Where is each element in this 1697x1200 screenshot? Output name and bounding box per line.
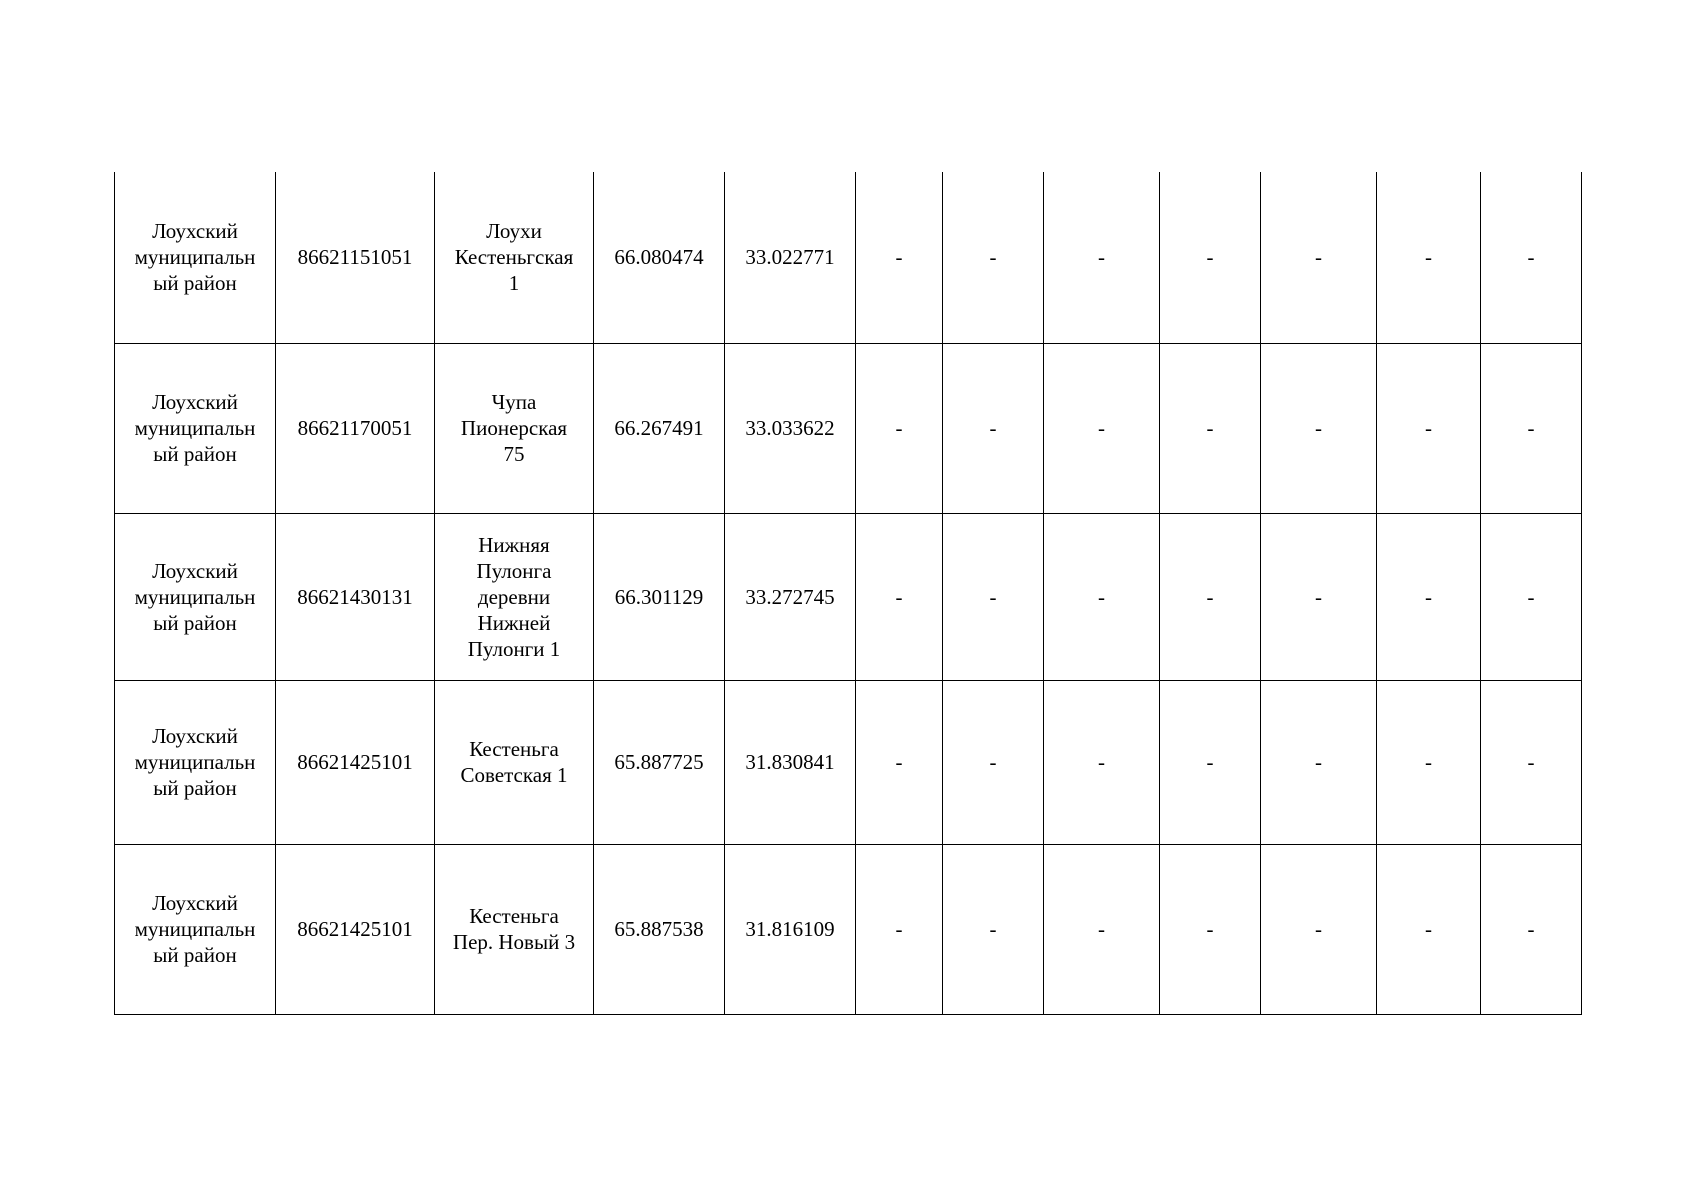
table-row [115,172,1582,343]
longitude-cell: 33.272745 [725,513,856,680]
address-cell: Кестеньга Советская 1 [435,680,594,844]
value-cell: - [1261,844,1377,1014]
table-row [115,343,1582,513]
table-row [115,513,1582,680]
table-fragment [114,172,1581,1015]
value-cell: - [943,513,1044,680]
table-row [115,844,1582,1014]
value-cell: - [1044,513,1160,680]
value-cell: - [1261,513,1377,680]
value-cell: - [1481,844,1582,1014]
value-cell: - [856,172,943,343]
value-cell: - [1261,172,1377,343]
address-cell: Лоухи Кестеньгская 1 [435,172,594,343]
value-cell: - [943,172,1044,343]
value-cell: - [1261,680,1377,844]
longitude-cell: 31.830841 [725,680,856,844]
latitude-cell: 65.887725 [594,680,725,844]
value-cell: - [1377,513,1481,680]
longitude-cell: 33.033622 [725,343,856,513]
value-cell: - [943,343,1044,513]
district-cell: Лоухский муниципальн ый район [115,680,276,844]
value-cell: - [1044,844,1160,1014]
value-cell: - [1377,343,1481,513]
oktmo-code-cell: 86621425101 [276,680,435,844]
value-cell: - [1481,513,1582,680]
oktmo-code-cell: 86621151051 [276,172,435,343]
latitude-cell: 66.080474 [594,172,725,343]
district-cell: Лоухский муниципальн ый район [115,343,276,513]
value-cell: - [856,513,943,680]
table-row [115,680,1582,844]
latitude-cell: 65.887538 [594,844,725,1014]
latitude-cell: 66.301129 [594,513,725,680]
address-cell: Чупа Пионерская 75 [435,343,594,513]
district-cell: Лоухский муниципальн ый район [115,172,276,343]
value-cell: - [1044,343,1160,513]
value-cell: - [1261,343,1377,513]
value-cell: - [1377,844,1481,1014]
value-cell: - [1160,513,1261,680]
value-cell: - [943,680,1044,844]
oktmo-code-cell: 86621425101 [276,844,435,1014]
value-cell: - [1377,680,1481,844]
value-cell: - [856,844,943,1014]
oktmo-code-cell: 86621170051 [276,343,435,513]
longitude-cell: 33.022771 [725,172,856,343]
value-cell: - [1481,680,1582,844]
latitude-cell: 66.267491 [594,343,725,513]
value-cell: - [1044,172,1160,343]
value-cell: - [1160,844,1261,1014]
value-cell: - [1160,343,1261,513]
address-cell: Нижняя Пулонга деревни Нижней Пулонги 1 [435,513,594,680]
value-cell: - [1481,172,1582,343]
locations-table [114,172,1582,1015]
value-cell: - [856,680,943,844]
value-cell: - [1481,343,1582,513]
value-cell: - [856,343,943,513]
value-cell: - [1377,172,1481,343]
value-cell: - [1044,680,1160,844]
district-cell: Лоухский муниципальн ый район [115,844,276,1014]
value-cell: - [943,844,1044,1014]
longitude-cell: 31.816109 [725,844,856,1014]
address-cell: Кестеньга Пер. Новый 3 [435,844,594,1014]
value-cell: - [1160,172,1261,343]
district-cell: Лоухский муниципальн ый район [115,513,276,680]
value-cell: - [1160,680,1261,844]
oktmo-code-cell: 86621430131 [276,513,435,680]
